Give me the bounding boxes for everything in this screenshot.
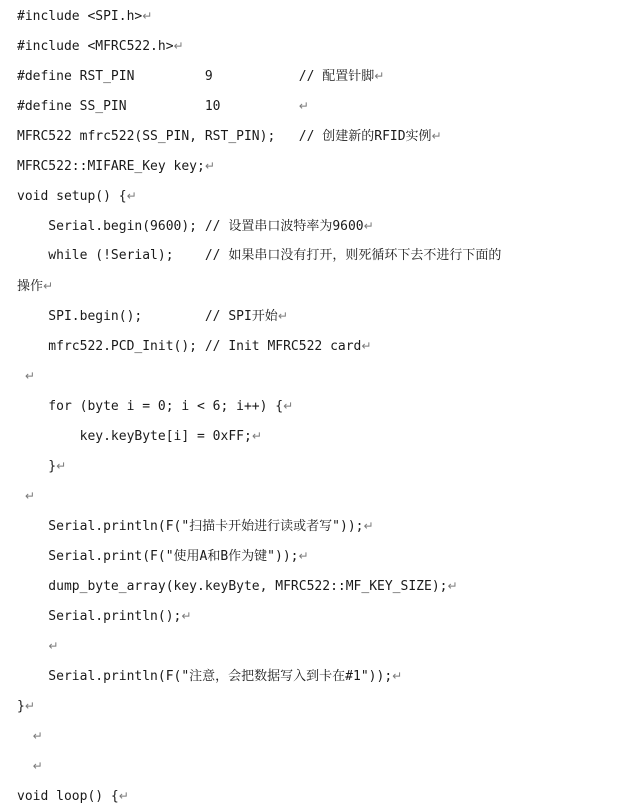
code-text <box>17 759 33 774</box>
paragraph-mark-icon: ↵ <box>431 129 442 143</box>
code-line <box>17 126 442 146</box>
code-text: key.keyByte[i] = 0xFF; <box>17 429 252 444</box>
code-line <box>17 306 288 326</box>
code-text: #include <SPI.h> <box>17 9 143 24</box>
code-line <box>17 186 137 206</box>
paragraph-mark-icon: ↵ <box>204 159 215 173</box>
code-text: #include <MFRC522.h> <box>17 39 174 54</box>
code-text: MFRC522::MIFARE_Key key; <box>17 159 205 174</box>
paragraph-mark-icon: ↵ <box>181 609 192 623</box>
code-text: Serial.print(F("使用A和B作为键")); <box>17 549 299 564</box>
paragraph-mark-icon: ↵ <box>118 789 129 803</box>
code-text <box>17 369 25 384</box>
paragraph-mark-icon: ↵ <box>298 99 309 113</box>
code-text <box>17 729 33 744</box>
paragraph-mark-icon: ↵ <box>56 459 67 473</box>
code-line <box>17 6 152 26</box>
paragraph-mark-icon: ↵ <box>48 639 59 653</box>
code-line <box>17 246 501 266</box>
paragraph-mark-icon: ↵ <box>24 699 35 713</box>
paragraph-mark-icon: ↵ <box>251 429 262 443</box>
code-text: MFRC522 mfrc522(SS_PIN, RST_PIN); // 创建新的RFID实例 <box>17 129 432 144</box>
code-line <box>17 156 215 176</box>
code-text: Serial.begin(9600); // 设置串口波特率为9600 <box>17 219 364 234</box>
code-text: dump_byte_array(key.keyByte, MFRC522::MF_KEY_SIZE); <box>17 579 448 594</box>
code-text: } <box>17 699 25 714</box>
code-line <box>17 276 53 296</box>
paragraph-mark-icon: ↵ <box>32 759 43 773</box>
code-text: void loop() { <box>17 789 119 804</box>
code-line <box>17 66 384 86</box>
code-text: Serial.println(); <box>17 609 182 624</box>
code-text: Serial.println(F("注意，会把数据写入到卡在#1")); <box>17 669 393 684</box>
code-line <box>17 366 35 386</box>
code-line <box>17 336 371 356</box>
code-line <box>17 606 191 626</box>
code-text: Serial.println(F("扫描卡开始进行读或者写")); <box>17 519 364 534</box>
code-line <box>17 666 402 686</box>
paragraph-mark-icon: ↵ <box>363 219 374 233</box>
code-line <box>17 486 35 506</box>
code-line <box>17 216 374 236</box>
code-text: mfrc522.PCD_Init(); // Init MFRC522 card <box>17 339 362 354</box>
code-line <box>17 456 66 476</box>
paragraph-mark-icon: ↵ <box>447 579 458 593</box>
code-line <box>17 546 309 566</box>
code-line <box>17 576 458 596</box>
code-text: SPI.begin(); // SPI开始 <box>17 309 278 324</box>
code-text: void setup() { <box>17 189 127 204</box>
paragraph-mark-icon: ↵ <box>392 669 403 683</box>
paragraph-mark-icon: ↵ <box>142 9 153 23</box>
paragraph-mark-icon: ↵ <box>361 339 372 353</box>
code-line <box>17 726 43 746</box>
paragraph-mark-icon: ↵ <box>374 69 385 83</box>
code-line <box>17 786 129 806</box>
code-text: for (byte i = 0; i < 6; i++) { <box>17 399 284 414</box>
paragraph-mark-icon: ↵ <box>43 279 54 293</box>
paragraph-mark-icon: ↵ <box>173 39 184 53</box>
code-line <box>17 636 58 656</box>
code-line <box>17 756 43 776</box>
code-text: while (!Serial); // 如果串口没有打开，则死循环下去不进行下面的 <box>17 248 502 263</box>
paragraph-mark-icon: ↵ <box>283 399 294 413</box>
code-text: 操作 <box>17 279 44 294</box>
paragraph-mark-icon: ↵ <box>363 519 374 533</box>
code-line <box>17 516 374 536</box>
code-text: #define RST_PIN 9 // 配置针脚 <box>17 69 375 84</box>
paragraph-mark-icon: ↵ <box>32 729 43 743</box>
code-line <box>17 396 293 416</box>
code-line <box>17 426 262 446</box>
code-line <box>17 696 35 716</box>
code-text <box>17 489 25 504</box>
paragraph-mark-icon: ↵ <box>126 189 137 203</box>
code-text <box>17 639 48 654</box>
code-line <box>17 36 184 56</box>
code-text: } <box>17 459 57 474</box>
paragraph-mark-icon: ↵ <box>24 369 35 383</box>
paragraph-mark-icon: ↵ <box>298 549 309 563</box>
paragraph-mark-icon: ↵ <box>24 489 35 503</box>
paragraph-mark-icon: ↵ <box>277 309 288 323</box>
code-text: #define SS_PIN 10 <box>17 99 299 114</box>
code-line <box>17 96 309 116</box>
